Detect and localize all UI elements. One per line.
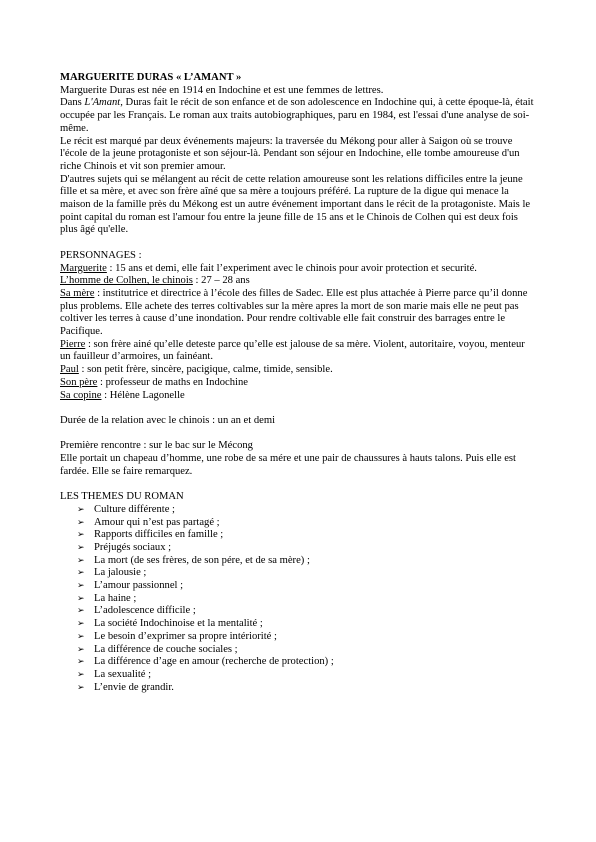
list-item: [77, 555, 538, 568]
rencontre-line: Première rencontre : sur le bac sur le Mécong: [60, 440, 253, 452]
theme-text: La différence de couche sociales ;: [94, 643, 238, 655]
arrow-bullet-icon: ➢: [77, 619, 85, 630]
character-name: Marguerite: [60, 262, 107, 274]
arrow-bullet-icon: ➢: [77, 657, 85, 668]
character-description: : son frère ainé qu’elle deteste parce qu’elle est jalouse de sa mère. Violent, autoritaire, voyou, menteur un fauilleur d’armoires, un fainéant.: [60, 338, 525, 363]
arrow-bullet-icon: ➢: [77, 542, 85, 553]
character-entry: [60, 263, 538, 276]
list-item: [77, 631, 538, 644]
intro-paragraph-4: D'autres sujets qui se mélangent au récit de cette relation amoureuse sont les relations difficiles entre la jeune fille et sa mère, et avec son frère aîné que sa mère a toujours préféré. La rupture de la digue qui menace la maison de la famille près du Mékong est un autre événement important dans le récit de la protagoniste. Mais le point capital du roman est l'amour fou entre la jeune fille de 15 ans et le Chinois de Colhen qui est deux fois plus âgé qu'elle.: [60, 173, 531, 236]
arrow-bullet-icon: ➢: [77, 530, 85, 541]
character-name: L’homme de Colhen, le chinois: [60, 275, 193, 287]
spacer: [60, 478, 538, 491]
themes-heading: LES THEMES DU ROMAN: [60, 491, 184, 503]
character-entry: [60, 339, 538, 364]
list-item: [77, 517, 538, 530]
theme-text: La jalousie ;: [94, 567, 147, 579]
text-run: Dans: [60, 97, 85, 109]
list-item: [77, 529, 538, 542]
character-name: Sa copine: [60, 389, 102, 401]
character-entry: [60, 364, 538, 377]
character-entry: [60, 390, 538, 403]
character-entry: [60, 288, 538, 339]
intro-line: Marguerite Duras est née en 1914 en Indochine et est une femmes de lettres.: [60, 84, 384, 96]
spacer: [60, 237, 538, 250]
list-item: [77, 682, 538, 695]
character-description: : institutrice et directrice à l’école des filles de Sadec. Elle est plus attachée à Pierre parce qu’il donne plus problems. Elle achete des terres coltivables sur la mère apres la mort de son marie mais elle ne peut pas coltiver les terres à cause d’une inondation. Pour rendre coltivable elle fait construir des barrages entre le Pacifique.: [60, 287, 528, 338]
list-item: [77, 504, 538, 517]
character-name: Son père: [60, 376, 98, 388]
personnages-list: [60, 263, 538, 403]
intro-paragraph-2: [60, 97, 538, 135]
theme-text: La sexualité ;: [94, 668, 152, 680]
spacer: [60, 402, 538, 415]
arrow-bullet-icon: ➢: [77, 504, 85, 515]
character-description: : 15 ans et demi, elle fait l’experiment avec le chinois pour avoir protection et securité.: [106, 262, 477, 274]
character-description: : Hélène Lagonelle: [101, 389, 185, 401]
theme-text: L’adolescence difficile ;: [94, 605, 196, 617]
character-description: : professeur de maths en Indochine: [97, 376, 248, 388]
arrow-bullet-icon: ➢: [77, 669, 85, 680]
theme-text: La haine ;: [94, 592, 137, 604]
list-item: [77, 580, 538, 593]
character-name: Sa mère: [60, 287, 95, 299]
arrow-bullet-icon: ➢: [77, 517, 85, 528]
rencontre-description: Elle portait un chapeau d’homme, une robe de sa mére et une pair de chaussures à hauts talons. Puis elle est fardée. Elle se faire remarquez.: [60, 453, 516, 477]
arrow-bullet-icon: ➢: [77, 568, 85, 579]
theme-text: L’envie de grandir.: [94, 681, 174, 693]
theme-text: Rapports difficiles en famille ;: [94, 529, 224, 541]
list-item: [77, 669, 538, 682]
arrow-bullet-icon: ➢: [77, 682, 85, 693]
list-item: [77, 605, 538, 618]
personnages-heading: PERSONNAGES :: [60, 249, 142, 261]
character-description: : 27 – 28 ans: [192, 275, 250, 287]
list-item: [77, 644, 538, 657]
theme-text: La mort (de ses frères, de son pére, et de sa mère) ;: [94, 554, 310, 566]
text-run: , Duras fait le récit de son enfance et de son adolescence en Indochine qui, à cette époque-là, était occupée par les Français. Le roman aux traits autobiographiques, paru en 1984, est l'essai d'une analyse de soi-même.: [60, 97, 534, 134]
arrow-bullet-icon: ➢: [77, 593, 85, 604]
character-name: Pierre: [60, 338, 86, 350]
book-title-italic: L'Amant: [84, 97, 121, 109]
arrow-bullet-icon: ➢: [77, 555, 85, 566]
document-title: MARGUERITE DURAS « L’AMANT »: [60, 72, 242, 83]
character-entry: [60, 275, 538, 288]
list-item: [77, 618, 538, 631]
spacer: [60, 428, 538, 441]
theme-text: Culture différente ;: [94, 503, 175, 515]
list-item: [77, 542, 538, 555]
theme-text: Amour qui n’est pas partagé ;: [94, 516, 220, 528]
arrow-bullet-icon: ➢: [77, 606, 85, 617]
character-name: Paul: [60, 364, 79, 376]
theme-text: Préjugés sociaux ;: [94, 541, 172, 553]
arrow-bullet-icon: ➢: [77, 631, 85, 642]
character-description: : son petit frère, sincère, pacigique, calme, timide, sensible.: [78, 364, 333, 376]
theme-text: Le besoin d’exprimer sa propre intériorité ;: [94, 630, 277, 642]
character-entry: [60, 377, 538, 390]
arrow-bullet-icon: ➢: [77, 581, 85, 592]
duree-line: Durée de la relation avec le chinois : un an et demi: [60, 414, 276, 426]
intro-paragraph-3: Le récit est marqué par deux événements majeurs: la traversée du Mékong pour aller à Saigon où se trouve l'école de la jeune protagoniste et son séjour-là. Pendant son séjour en Indochine, elle tombe amoureuse d'un riche Chinois et vit son premier amour.: [60, 135, 520, 172]
theme-text: La différence d’age en amour (recherche de protection) ;: [94, 656, 334, 668]
list-item: [77, 593, 538, 606]
list-item: [77, 567, 538, 580]
themes-list: [60, 504, 538, 695]
theme-text: L’amour passionnel ;: [94, 580, 184, 592]
list-item: [77, 656, 538, 669]
theme-text: La société Indochinoise et la mentalité ;: [94, 618, 263, 630]
arrow-bullet-icon: ➢: [77, 644, 85, 655]
